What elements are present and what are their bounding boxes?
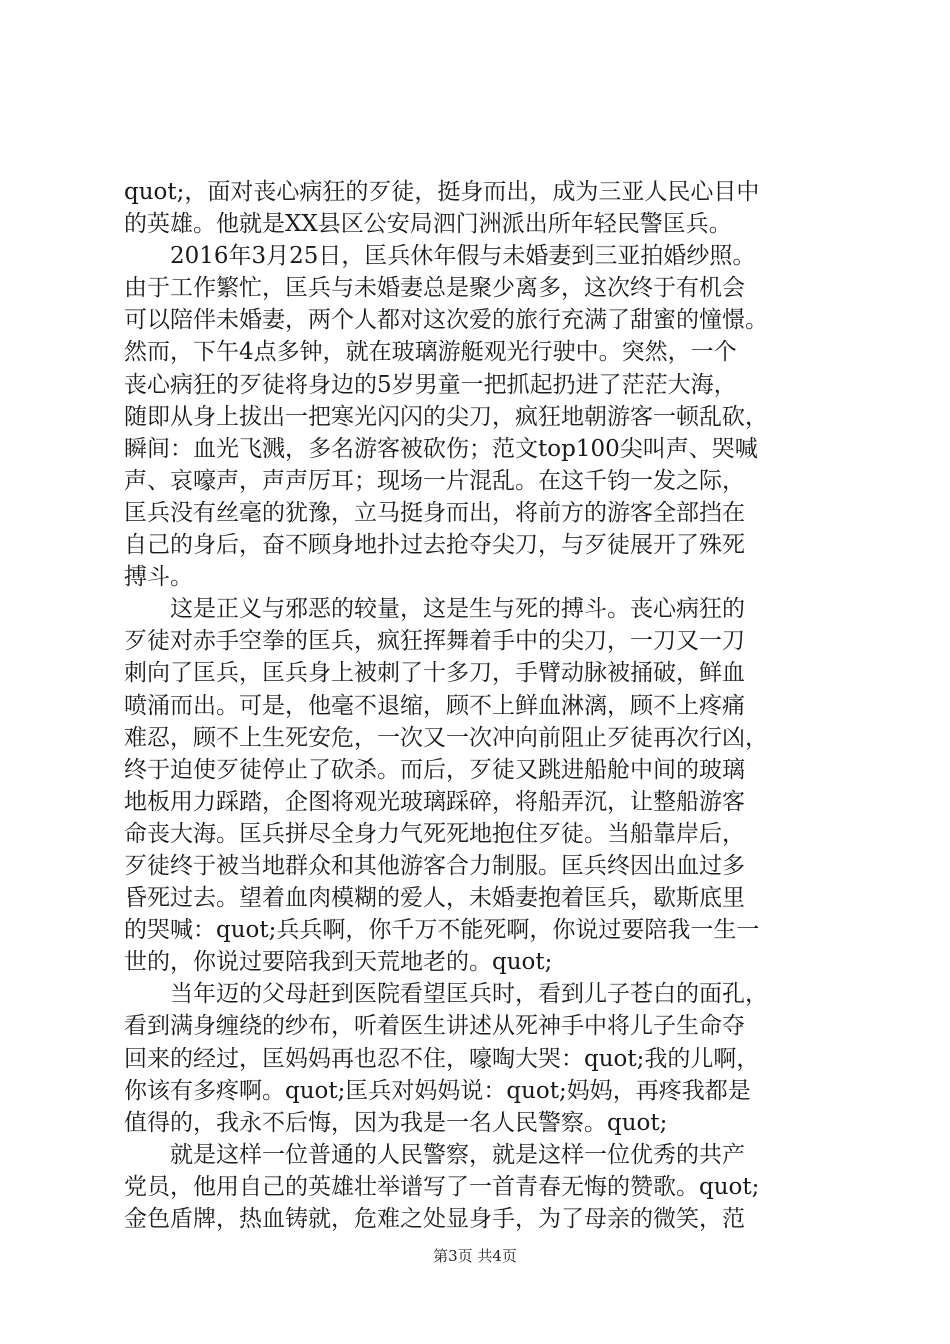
paragraph-intro-continuation: quot;，面对丧心病狂的歹徒，挺身而出，成为三亚人民心目中 的英雄。他就是XX县区公安局泗门洲派出所年轻民警匡兵。 [124, 179, 760, 238]
page-number-label: 第3页 共4页 [433, 1247, 517, 1265]
paragraph-parents: 当年迈的父母赶到医院看望匡兵时，看到儿子苍白的面孔， 看到满身缠绕的纱布，听着医生讲述从死神手中将儿子生命夺 回来的经过，匡妈妈再也忍不住，嚎啕大哭：quot;我的儿啊， 你该有多疼啊。quot;匡兵对妈妈说：quot;妈妈，再疼我都是 值得的，我永不后悔，因为我是一名人民警察。quot; [124, 981, 768, 1136]
page-footer [0, 1246, 950, 1266]
paragraph-struggle: 这是正义与邪恶的较量，这是生与死的搏斗。丧心病狂的 歹徒对赤手空拳的匡兵，疯狂挥舞着手中的尖刀，一刀又一刀 刺向了匡兵，匡兵身上被刺了十多刀，手臂动脉被捅破，鲜血 喷涌而出。可是，他毫不退缩，顾不上鲜血淋漓，顾不上疼痛 难忍，顾不上生死安危，一次又一次冲向前阻止歹徒再次行凶， 终于迫使歹徒停止了砍杀。而后，歹徒又跳进船舱中间的玻璃 地板用力踩踏，企图将观光玻璃踩碎，将船弄沉，让整船游客 命丧大海。匡兵拼尽全身力气死死地抱住歹徒。当船靠岸后， 歹徒终于被当地群众和其他游客合力制服。匡兵终因出血过多 昏死过去。望着血肉模糊的爱人，未婚妻抱着匡兵，歇斯底里 的哭喊：quot;兵兵啊，你千万不能死啊，你说过要陪我一生一 世的，你说过要陪我到天荒地老的。quot; [124, 596, 768, 976]
paragraph-conclusion: 就是这样一位普通的人民警察，就是这样一位优秀的共产 党员，他用自己的英雄壮举谱写了一首青春无悔的赞歌。quot; 金色盾牌，热血铸就，危难之处显身手，为了母亲的微笑，范 [124, 1141, 760, 1232]
paragraph-incident: 2016年3月25日，匡兵休年假与未婚妻到三亚拍婚纱照。 由于工作繁忙，匡兵与未婚妻总是聚少离多，这次终于有机会 可以陪伴未婚妻，两个人都对这次爱的旅行充满了甜蜜的憧憬。 然而，下午4点多钟，就在玻璃游艇观光行驶中。突然，一个 丧心病狂的歹徒将身边的5岁男童一把抓起扔进了茫茫大海， 随即从身上拔出一把寒光闪闪的尖刀，疯狂地朝游客一顿乱砍， 瞬间：血光飞溅，多名游客被砍伤；范文top100尖叫声、哭喊 声、哀嚎声，声声厉耳；现场一片混乱。在这千钧一发之际， 匡兵没有丝毫的犹豫，立马挺身而出，将前方的游客全部挡在 自己的身后，奋不顾身地扑过去抢夺尖刀，与歹徒展开了殊死 搏斗。 [124, 243, 768, 591]
document-body [124, 176, 836, 1235]
